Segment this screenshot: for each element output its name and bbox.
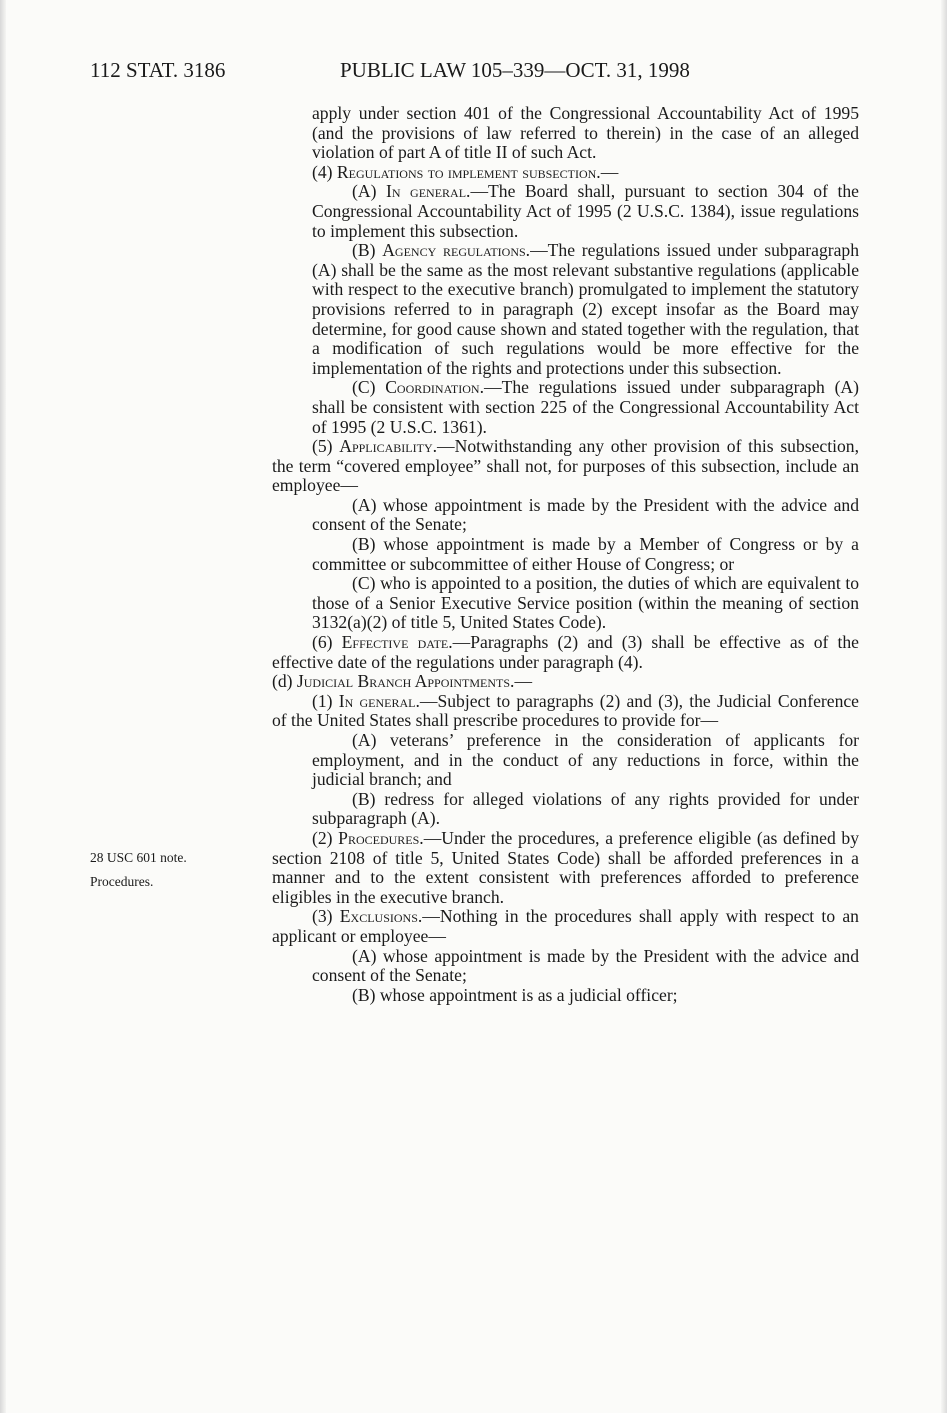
margin-note-procedures: Procedures. — [90, 874, 154, 889]
stat-citation: 112 STAT. 3186 — [90, 58, 226, 82]
paragraph-heading: Exclusions. — [339, 906, 423, 927]
paragraph-5 — [272, 437, 859, 496]
paragraph-number: (2) — [312, 827, 333, 848]
paragraph-text: — — [600, 161, 619, 182]
paragraph-heading: Regulations to implement subsection. — [336, 161, 601, 182]
paragraph-heading: Effective date. — [341, 632, 453, 653]
paragraph-heading: Agency regulations. — [382, 240, 531, 261]
paragraph-4-heading — [272, 163, 859, 183]
paragraph-text: —Under the procedures, a preference eligible (as defined by section 2108 of title 5, United States Code) shall be afforded preferences in a manner and to the extent consistent with preferences afforded to preference eligibles in the executive branch. — [272, 827, 859, 907]
page-header — [0, 58, 947, 88]
paragraph-text: —Nothing in the procedures shall apply with respect to an applicant or employee— — [272, 906, 859, 946]
paragraph-number: (d) — [272, 671, 293, 692]
subparagraph-d3a: (A) whose appointment is made by the President with the advice and consent of the Senate; — [312, 945, 859, 986]
paragraph-heading: Procedures. — [338, 827, 424, 848]
page-edge-left — [0, 0, 6, 1413]
page-edge-right — [941, 0, 947, 1413]
paragraph-text: —Subject to paragraphs (2) and (3), the Judicial Conference of the United States shall prescribe procedures to provide for— — [272, 690, 859, 731]
margin-note-citation: 28 USC 601 note. — [90, 850, 187, 865]
paragraph-number: (A) — [352, 181, 377, 202]
paragraph-6 — [272, 633, 859, 672]
paragraph-text: —The regulations issued under subparagraph (A) shall be consistent with section 225 of the Congressional Accountability Act of 1995 (2 U.S.C. 1361). — [312, 377, 859, 437]
paragraph-number: (1) — [312, 690, 333, 711]
paragraph-number: (4) — [312, 161, 333, 182]
paragraph-text: —The regulations issued under subparagraph (A) shall be the same as the most relevant substantive regulations (applicable with respect to the executive branch) promulgated to implement the statutory provisions referred to in paragraph (2) except insofar as the Board may determine, for good cause shown and stated together with the regulation, that a modification of such regulations would be more effective for the implementation of the rights and protections under this subsection. — [312, 240, 859, 378]
subparagraph-4b — [272, 241, 859, 378]
paragraph-text: —The Board shall, pursuant to section 304 of the Congressional Accountability Act of 1995 (2 U.S.C. 1384), issue regulations to implement this subsection. — [312, 181, 859, 241]
subparagraph-5a: (A) whose appointment is made by the President with the advice and consent of the Senate; — [312, 494, 859, 535]
paragraph-number: (B) — [352, 240, 376, 261]
paragraph-number: (C) — [352, 377, 376, 398]
subparagraph-d1b: (B) redress for alleged violations of any rights provided for under subparagraph (A). — [312, 788, 859, 829]
public-law-title: PUBLIC LAW 105–339—OCT. 31, 1998 — [340, 58, 690, 82]
paragraph-text: —Paragraphs (2) and (3) shall be effective as of the effective date of the regulations under paragraph (4). — [272, 632, 859, 672]
paragraph-number: (6) — [312, 632, 333, 653]
paragraph-heading: Coordination. — [385, 377, 484, 398]
paragraph-d3 — [272, 907, 859, 946]
subparagraph-d3b: (B) whose appointment is as a judicial officer; — [352, 984, 678, 1005]
subparagraph-5c: (C) who is appointed to a position, the duties of which are equivalent to those of a Senior Executive Service position (within the meaning of section 3132(a)(2) of title 5, United States Code). — [312, 573, 859, 633]
paragraph-heading: In general. — [385, 181, 471, 202]
paragraph-text: —Notwithstanding any other provision of this subsection, the term “covered employee” shall not, for purposes of this subsection, include an employee— — [272, 436, 860, 496]
subparagraph-4c — [272, 378, 859, 437]
subparagraph-4a — [272, 182, 859, 241]
paragraph-heading: In general. — [338, 690, 420, 711]
paragraph-d2 — [272, 829, 859, 907]
paragraph-text: — — [514, 671, 533, 692]
subparagraph-d1a: (A) veterans’ preference in the consideration of applicants for employment, and in the conduct of any reductions in force, within the judicial branch; and — [312, 730, 859, 790]
paragraph-continuation: apply under section 401 of the Congressional Accountability Act of 1995 (and the provisions of law referred to therein) in the case of an alleged violation of part A of title II of such Act. — [312, 103, 859, 163]
paragraph-heading: Applicability. — [339, 436, 438, 457]
subsection-d-heading — [272, 672, 859, 692]
subparagraph-5b: (B) whose appointment is made by a Member of Congress or by a committee or subcommittee of either House of Congress; or — [312, 534, 859, 574]
paragraph-number: (5) — [312, 436, 333, 457]
paragraph-d1 — [272, 692, 859, 731]
paragraph-number: (3) — [312, 906, 333, 927]
paragraph-heading: Judicial Branch Appointments. — [296, 671, 515, 692]
statute-body — [272, 104, 859, 1005]
